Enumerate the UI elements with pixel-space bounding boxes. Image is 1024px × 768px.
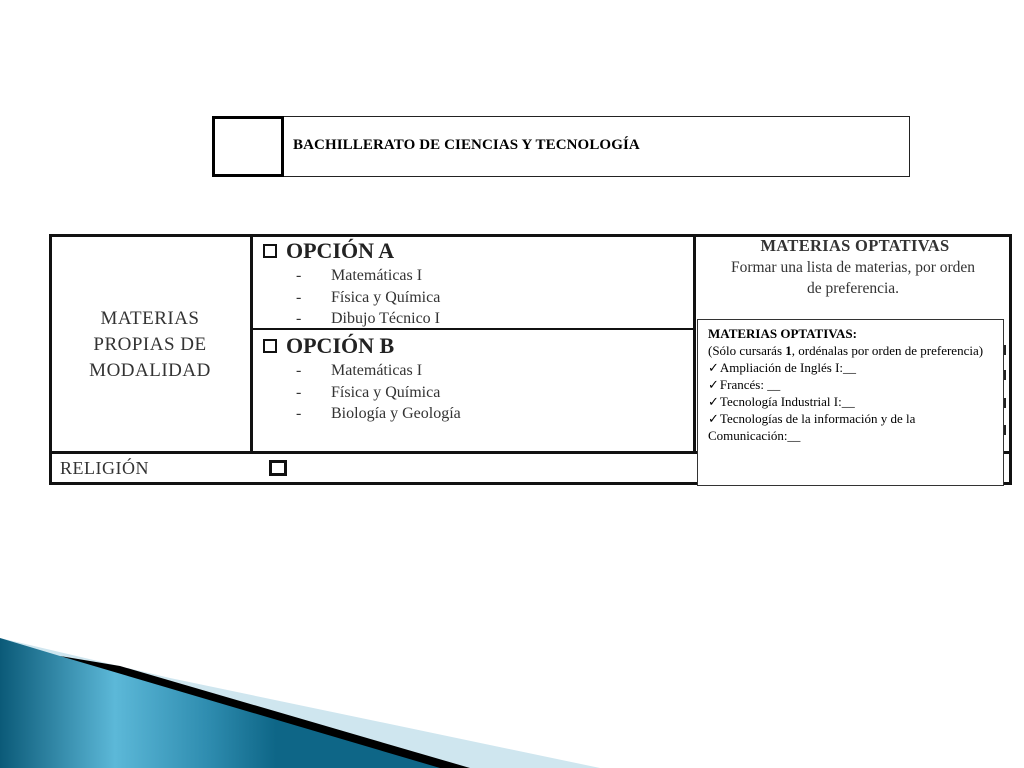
option-b-list xyxy=(296,360,461,425)
option-a-title: OPCIÓN A xyxy=(286,238,395,263)
optativas-heading: MATERIAS OPTATIVAS: xyxy=(708,326,857,341)
check-icon: ✓ xyxy=(708,360,719,375)
option-b-heading[interactable] xyxy=(263,333,394,359)
optativa-item: ✓Tecnologías de la información y de la Comunicación:__ xyxy=(708,411,916,443)
list-item: - Matemáticas I xyxy=(296,267,423,284)
optativas-header: MATERIAS OPTATIVAS xyxy=(760,236,950,255)
religion-label: RELIGIÓN xyxy=(60,458,149,478)
religion-checkbox[interactable] xyxy=(269,460,287,476)
option-a-heading[interactable] xyxy=(263,238,394,264)
title-checkbox[interactable] xyxy=(212,116,284,177)
table-divider xyxy=(693,234,696,453)
list-item: - Física y Química xyxy=(296,383,441,401)
optativa-item: ✓Ampliación de Inglés I:__ xyxy=(708,360,857,375)
option-b-title: OPCIÓN B xyxy=(286,333,395,358)
option-a-list xyxy=(296,265,440,330)
modalidad-line: PROPIAS DE xyxy=(93,334,207,355)
optativas-subtitle xyxy=(700,257,1006,299)
optativa-item: ✓Francés: __ xyxy=(708,377,781,392)
check-icon: ✓ xyxy=(708,411,719,426)
table-divider xyxy=(250,234,253,453)
list-item: - Biología y Geología xyxy=(296,405,461,422)
page-title: BACHILLERATO DE CIENCIAS Y TECNOLOGÍA xyxy=(293,137,640,153)
optativas-subtitle-line: de preferencia. xyxy=(806,280,900,297)
check-icon: ✓ xyxy=(708,377,719,392)
option-a-checkbox[interactable] xyxy=(263,244,277,258)
decorative-swoosh xyxy=(0,638,1024,768)
modalidad-line: MATERIAS xyxy=(100,308,200,329)
modalidad-label xyxy=(60,306,240,384)
option-b-checkbox[interactable] xyxy=(263,339,277,353)
optativas-intro: (Sólo cursarás 1, ordénalas por orden de preferencia) xyxy=(708,343,984,358)
list-item: - Dibujo Técnico I xyxy=(296,310,441,327)
optativa-item: ✓Tecnología Industrial I:__ xyxy=(708,394,855,409)
optativas-subtitle-line: Formar una lista de materias, por orden xyxy=(730,259,976,276)
check-icon: ✓ xyxy=(708,394,719,409)
list-item: - Física y Química xyxy=(296,288,441,306)
modalidad-line: MODALIDAD xyxy=(89,360,211,381)
list-item: - Matemáticas I xyxy=(296,362,423,379)
optativas-textbox[interactable] xyxy=(697,319,1004,486)
